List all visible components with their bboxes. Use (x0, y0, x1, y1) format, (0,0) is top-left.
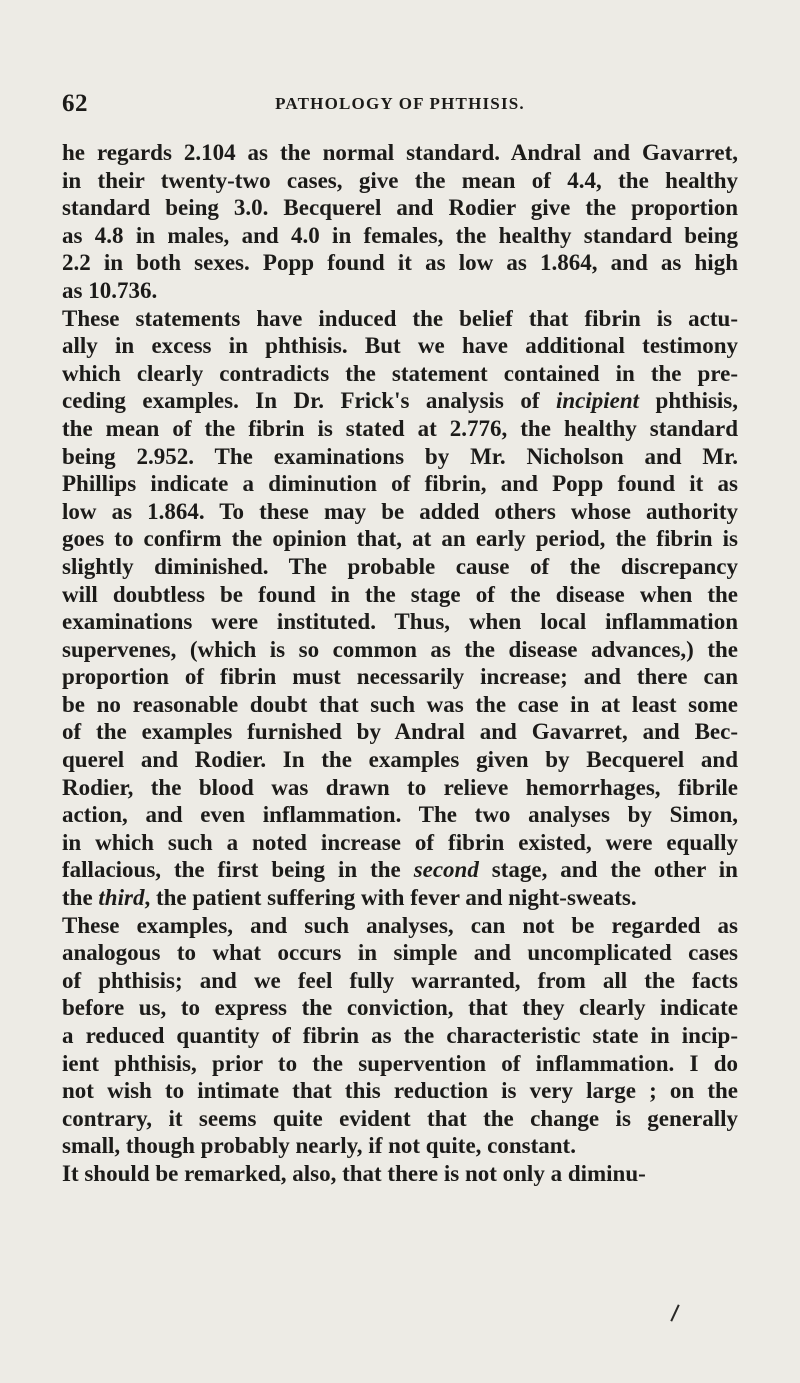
text-line: as 4.8 in males, and 4.0 in females, the healthy standard being (62, 222, 738, 248)
text-line: These statements have induced the belief that fibrin is actu- (62, 305, 738, 331)
text-line: contrary, it seems quite evident that the change is generally (62, 1105, 738, 1131)
page-header (62, 90, 738, 120)
text-line: the mean of the fibrin is stated at 2.776, the healthy standard (62, 415, 738, 441)
text-segment: , the patient suffering with fever and night-sweats. (144, 885, 637, 911)
text-line: will doubtless be found in the stage of the disease when the (62, 581, 738, 607)
text-line: small, though probably nearly, if not quite, constant. (62, 1133, 576, 1159)
text-line: being 2.952. The examinations by Mr. Nicholson and Mr. (62, 443, 738, 469)
text-line: a reduced quantity of fibrin as the characteristic state in incip- (62, 1023, 738, 1048)
text-segment: the (62, 885, 99, 911)
text-line: he regards 2.104 as the normal standard. Andral and Gavarret, (62, 140, 738, 165)
text-line: examinations were instituted. Thus, when local inflammation (62, 609, 738, 635)
text-line (62, 387, 738, 415)
text-line: Rodier, the blood was drawn to relieve hemorrhages, fibrile (62, 774, 738, 800)
text-line: querel and Rodier. In the examples given by Becquerel and (62, 747, 738, 773)
page-number: 62 (62, 90, 88, 117)
text-line: which clearly contradicts the statement contained in the pre- (62, 360, 738, 386)
text-line: of the examples furnished by Andral and Gavarret, and Bec- (62, 719, 738, 745)
text-segment: ceding examples. In Dr. Frick's analysis of (62, 388, 556, 414)
text-segment: phthisis, (639, 388, 739, 414)
text-line: before us, to express the conviction, that they clearly indicate (62, 995, 738, 1021)
text-line: not wish to intimate that this reduction is very large ; on the (62, 1078, 738, 1104)
text-line (62, 856, 738, 884)
text-segment: fallacious, the first being in the (62, 857, 414, 883)
text-line: analogous to what occurs in simple and uncomplicated cases (62, 940, 738, 966)
text-line: These examples, and such analyses, can not be regarded as (62, 912, 738, 938)
text-line: Phillips indicate a diminution of fibrin, and Popp found it as (62, 471, 738, 497)
body-text (62, 139, 738, 1188)
text-line: in their twenty-two cases, give the mean of 4.4, the healthy (62, 167, 738, 193)
italic-term: incipient (556, 388, 640, 414)
text-line: in which such a noted increase of fibrin existed, were equally (62, 829, 738, 855)
text-segment: stage, and the other in (478, 857, 738, 883)
text-line: 2.2 in both sexes. Popp found it as low as 1.864, and as high (62, 250, 738, 276)
text-line: proportion of fibrin must necessarily increase; and there can (62, 664, 738, 690)
text-line: It should be remarked, also, that there is not only a diminu- (62, 1160, 646, 1186)
stray-ink-mark (670, 1304, 679, 1321)
text-line: as 10.736. (62, 277, 158, 303)
text-line: supervenes, (which is so common as the disease advances,) the (62, 636, 738, 662)
italic-term: second (413, 857, 479, 883)
text-line: goes to confirm the opinion that, at an early period, the fibrin is (62, 526, 738, 552)
text-line (62, 884, 738, 912)
text-line: slightly diminished. The probable cause of the discrepancy (62, 553, 738, 579)
text-line: low as 1.864. To these may be added others whose authority (62, 498, 738, 524)
text-line: ally in excess in phthisis. But we have additional testimony (62, 333, 738, 359)
text-line: be no reasonable doubt that such was the case in at least some (62, 691, 738, 717)
text-line: action, and even inflammation. The two analyses by Simon, (62, 802, 738, 828)
text-line: ient phthisis, prior to the supervention of inflammation. I do (62, 1050, 738, 1076)
italic-term: third (98, 885, 145, 911)
text-line: standard being 3.0. Becquerel and Rodier give the proportion (62, 195, 738, 221)
running-title: PATHOLOGY OF PHTHISIS. (275, 94, 525, 113)
text-line: of phthisis; and we feel fully warranted, from all the facts (62, 967, 738, 993)
